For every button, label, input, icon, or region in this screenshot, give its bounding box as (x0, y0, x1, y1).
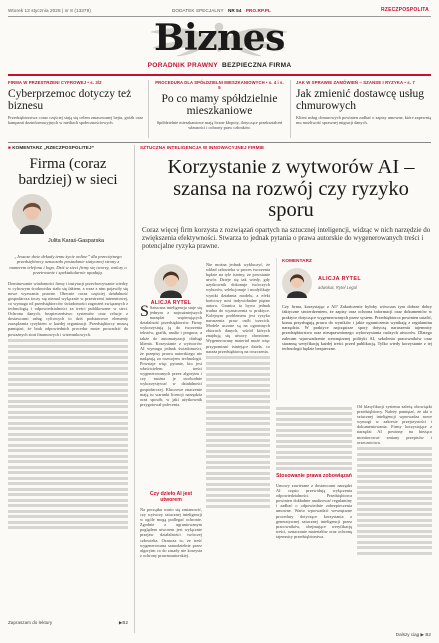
teaser-lead: Przedsiębiorstwa coraz częściej stają się celem zmasowanej hejtu, gróźb oraz kampanii dezinformacyjnych w mediach społecznościowych. (8, 115, 143, 126)
main-column-2 (206, 262, 270, 628)
commentary-quote: „Jeszcze dwie dekady temu życie online” dla przeciętnego przedsiębiorcy oznaczało posiadanie statycznej strony z numerem telefonu i logo. Dziś w sieci firmy się tworzy, walczy o przetrwanie i spektakularnie upadają. (9, 254, 127, 276)
main-lead: Coraz więcej firm korzysta z rozwiązań opartych na sztucznej inteligencji, widząc w nich narzędzie do zwiększenia efektywności. Stwarza to jednak pytania o prawa autorskie do wygenerowanych treści i potencjalne ryzyka prawne. (142, 226, 431, 251)
main-author-name: ALICJA RYTEL (150, 300, 192, 306)
teaser-card[interactable] (154, 80, 285, 136)
main-column-4 (357, 404, 432, 630)
main-headline[interactable]: Korzystanie z wytworów AI – szansa na rozwój czy ryzyko sporu (167, 156, 415, 221)
teaser-kicker: JAK W SPRAWIE ZAMÓWIEŃ – SZANSE I RYZYKA • s. 7 (296, 80, 415, 85)
sidebar-comment (276, 258, 432, 400)
teaser-card[interactable] (8, 80, 143, 137)
teaser-title[interactable]: Cyberprzemoc dotyczy też biznesu (8, 88, 132, 112)
sidebar-text: Czy firma, korzystając z AI? Zakończenie byłoby wówczas tym dobrze dobry faktyczne stwierdzeniem, że zapisy oraz ochrona informacji oraz dokumentów w praktyce dotyczące wygenerowanych przez system. Przedsiębiorca powinien ustalić, komu przysługują prawa do wyników i jakie ograniczenia wynikają z regulaminu narzędzia. W praktyce najczęstsze spory dotyczą naruszenia tajemnicy przedsiębiorstwa oraz nieuprawnionego wykorzystania cudzych utworów. Dlatego zalecam wprowadzenie wewnętrznej polityki AI, szkolenia pracowników oraz staranną weryfikację każdej treści przed publikacją. Tylko wtedy korzystanie z tej technologii będzie bezpieczne. (282, 304, 432, 352)
date-line: Wtorek 13 stycznia 2026 | nr 8 (13379) (8, 8, 91, 13)
author-avatar (282, 268, 312, 298)
column-divider (290, 80, 291, 138)
main-column-3 (276, 404, 352, 633)
teaser-title[interactable]: Po co mamy spółdzielnie mieszkaniowe (161, 93, 278, 117)
continued-link[interactable]: Dalszy ciąg ▶ B2 (395, 632, 431, 637)
masthead-rule (8, 74, 431, 76)
commentary-kicker: ■ KOMENTARZ „RZECZPOSPOLITEJ” (8, 145, 94, 150)
main-body-4 (276, 404, 352, 470)
author-avatar (154, 264, 188, 298)
teaser-card[interactable] (296, 80, 431, 137)
teaser-lead: Klient usług chmurowych powinien zadbać o zapisy umowne, które zapewnią mu możliwość sprawnej migracji danych. (296, 115, 431, 126)
main-body: S Sztuczna inteligencja staje się jednym z najważniejszych narzędzi wspierających działalność przedsiębiorstw. Firmy wykorzystują ją do tworzenia tekstów, grafik, analiz i prognoz, a także do automatyzacji obsługi klienta. Korzystanie z wytworów AI wymaga jednak świadomości, że przepisy prawa autorskiego nie nadążają za rozwojem technologii. Powstaje więc pytanie, kto jest właścicielem treści wygenerowanych przez algorytm i czy można je swobodnie wykorzystywać w działalności gospodarczej. Kluczowe znaczenie mają tu warunki licencji narzędzia oraz sposób, w jaki użytkownik przygotował polecenia. (140, 305, 202, 407)
main-column-1 (140, 305, 202, 635)
main-body-2: Na początku warto się zastanowić, czy wytwory sztucznej inteligencji w ogóle mogą podlegać ochronie. Zgodnie z ugruntowanym poglądem utworem jest wyłącznie przejaw działalności twórczej człowieka. Oznacza to, że treść wygenerowana samodzielnie przez algorytm co do zasady nie korzysta z ochrony prawnoautorskiej. (140, 507, 202, 558)
column-divider (148, 80, 149, 138)
commentary-footer: Zapraszam do lektury ▶B2 (8, 620, 128, 625)
teaser-title[interactable]: Jak zmienić dostawcę usług chmurowych (296, 88, 425, 112)
section-rule (8, 142, 431, 143)
masthead-title: Biznes (154, 17, 285, 59)
teaser-kicker: FIRMA W PRZESTRZENI CYFROWEJ • s. 3/2 (8, 80, 102, 85)
main-body-6: Od klasyfikacji systemu zależą obowiązki przedsiębiorcy. Należy pamiętać, że akt o sztucznej inteligencji wprowadza nowe wymogi w zakresie przejrzystości i dokumentowania. Firmy korzystające z narzędzi AI powinny na bieżąco monitorować zmiany przepisów i orzecznictwa. (357, 404, 432, 630)
main-kicker: SZTUCZNA INTELIGENCJA W INNOWACYJNEJ FIRMIE (140, 145, 265, 150)
pro-brand: PRO.RP.PL (245, 8, 271, 13)
teaser-kicker: PROCEDURA DLA SPÓŁDZIELNI MIESZKANIOWYCH • s. 4 i s. 5 (155, 80, 284, 90)
sidebar-author-name: ALICJA RYTEL (318, 276, 362, 282)
sidebar-author-role: adwokat, Rytel Legal (318, 285, 357, 290)
main-author-block (140, 258, 202, 306)
column-divider (134, 145, 135, 633)
publisher-logo[interactable]: RZECZPOSPOLITA (381, 7, 429, 13)
supplement-label: DODATEK SPECJALNY NR 54 PRO.RP.PL (172, 8, 271, 13)
commentary-column (8, 145, 128, 625)
author-avatar (12, 194, 52, 234)
sidebar-author-block (282, 266, 432, 304)
masthead-subtitle: PORADNIK PRAWNY BEZPIECZNA FIRMA (147, 62, 292, 69)
teaser-lead: Spółdzielnie mieszkaniowe mają liczne kłopoty, dotyczące przekształceń własności i ochrony praw członków. (156, 120, 283, 131)
commentary-author: Julita Karaś-Gasparska (48, 238, 105, 244)
commentary-body: Dominowanie wiadomości firmy i instytucji przechowywanie wiedzy w cyfrowym środowisku stało się faktem, a wraz z nim pojawiły się nowe wyzwania prawne. Obecnie coraz częściej działalność gospodarcza toczy się niemal wyłącznie w przestrzeni internetowej, co wymaga od przedsiębiorców świadomości zagrożeń związanych z technologią i odpowiedzialności za treści publikowane w sieci. Ochrona danych, bezpieczeństwo systemów oraz relacje z dostawcami usług cyfrowych to dziś podstawowe elementy zarządzania ryzykiem w każdej organizacji. Przedsiębiorcy muszą pamiętać, że brak odpowiednich procedur może prowadzić do poważnych strat finansowych i wizerunkowych. (8, 281, 128, 621)
main-body-5: Umowy zawierane z dostawcami narzędzi AI często przewidują wyłączenia odpowiedzialności. Przedsiębiorca powinien dokładnie analizować regulaminy i zadbać o odpowiednie zabezpieczenia umowne. Warto wprowadzić wewnętrzne procedury dotyczące korzystania z generatywnej sztucznej inteligencji przez pracowników, obejmujące weryfikację treści, oznaczanie materiałów oraz ochronę tajemnicy przedsiębiorstwa. (276, 483, 352, 539)
main-subhead: Czy dzieło AI jest utworem (149, 491, 193, 503)
main-subhead-2: Stosowanie prawa zobowiązań (276, 473, 352, 479)
commentary-author-block (8, 192, 128, 254)
sidebar-kicker: KOMENTARZ (282, 258, 312, 263)
main-body-3: Nie można jednak wykluczyć, że wkład człowieka w proces tworzenia będzie na tyle istotny, że powstanie utwór. Dzieje się tak wtedy, gdy użytkownik dokonuje twórczych wyborów, selekcjonuje i modyfikuje wyniki działania modelu, a efekt końcowy nosi indywidualne piętno autora. Granica ta bywa jednak trudna do wyznaczenia w praktyce. Kolejnym problemem jest ryzyko naruszenia praw osób trzecich. Modele uczone są na ogromnych zbiorach danych, wśród których znajdują się utwory chronione. Wygenerowany materiał może więc przypominać istniejące dzieła, co naraża przedsiębiorcę na roszczenia. (206, 262, 270, 628)
commentary-title: Firma (coraz bardziej) w sieci (18, 156, 118, 188)
